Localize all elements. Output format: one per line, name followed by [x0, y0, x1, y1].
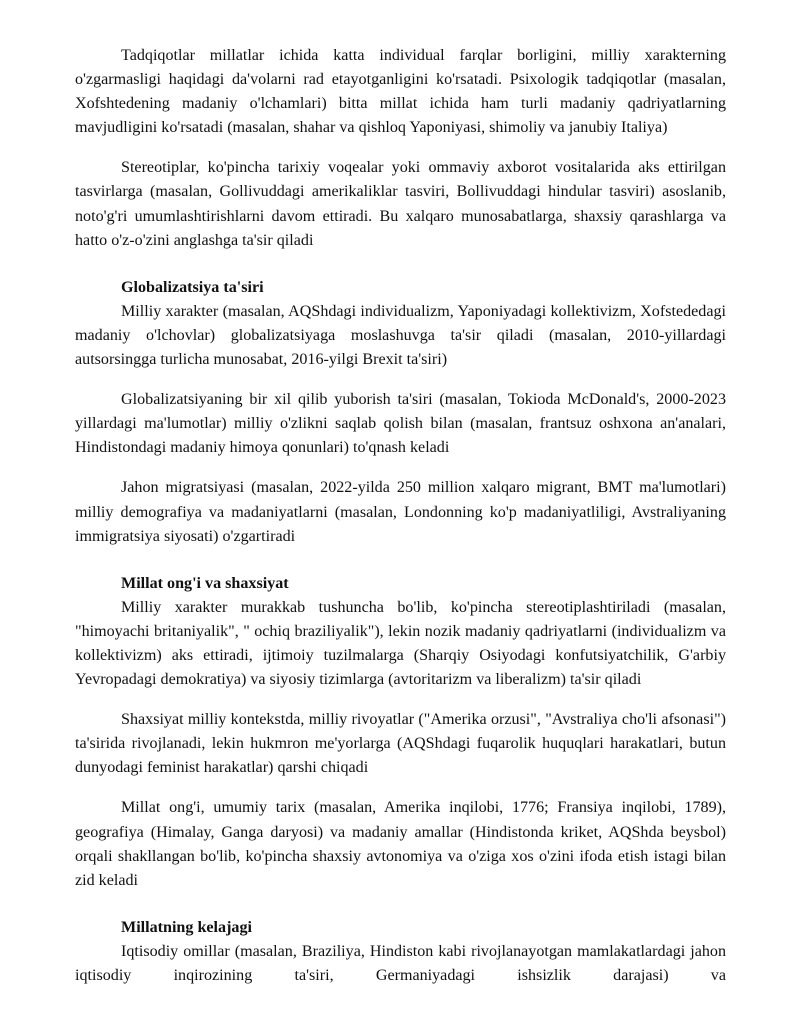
- heading-future-of-nation: Millatning kelajagi: [121, 918, 252, 936]
- paragraph-stereotypes: Stereotiplar, ko'pincha tarixiy voqealar yoki ommaviy axborot vositalarida aks ettirilgan tasvirlarga (masalan, Gollivuddagi amerikaliklar tasviri, Bollivuddagi hindular tasviri) asoslanib, noto'g'ri umumlashtirishlarni davom ettiradi. Bu xalqaro munosabatlarga, shaxsiy qarashlarga va hatto o'z-o'zini anglashga ta'sir qiladi: [75, 159, 726, 249]
- paragraph-national-character-globalization: Milliy xarakter (masalan, AQShdagi individualizm, Yaponiyadagi kollektivizm, Xofstededagi madaniy o'lchovlar) globalizatsiyaga moslashuvga ta'sir qiladi (masalan, 2010-yillardagi autsorsingga turlicha munosabat, 2016-yilgi Brexit ta'siri): [75, 302, 726, 369]
- paragraph-homogenizing-effect: Globalizatsiyaning bir xil qilib yuborish ta'siri (masalan, Tokioda McDonald's, 2000-2023 yillardagi ma'lumotlar) milliy o'zlikni saqlab qolish bilan (masalan, frantsuz oshxona an'analari, Hindistondagi madaniy himoya qonunlari) to'qnash keladi: [75, 391, 726, 457]
- paragraph-world-migration: Jahon migratsiyasi (masalan, 2022-yilda 250 million xalqaro migrant, BMT ma'lumotlari) milliy demografiya va madaniyatlarni (masalan, Londonning ko'p madaniyatliligi, Avstraliyaning immigratsiya siyosati) o'zgartiradi: [75, 479, 726, 545]
- paragraph-national-consciousness: Millat ong'i, umumiy tarix (masalan, Amerika inqilobi, 1776; Fransiya inqilobi, 1789), geografiya (Himalay, Ganga daryosi) va madaniy amallar (Hindistonda kriket, AQShda beysbol) orqali shakllangan bo'lib, ko'pincha shaxsiy avtonomiya va o'ziga xos o'zini ifoda etish istagi bilan zid keladi: [75, 799, 726, 889]
- heading-national-consciousness-identity: Millat ong'i va shaxsiyat: [121, 574, 289, 592]
- paragraph-research-individual-differences: Tadqiqotlar millatlar ichida katta individual farqlar borligini, milliy xarakterning o'zgarmasligi haqidagi da'volarni rad etayotganligini ko'rsatadi. Psixologik tadqiqotlar (masalan, Xofshtedening madaniy o'lchamlari) bitta millat ichida ham turli madaniy qadriyatlarning mavjudligini ko'rsatadi (masalan, shahar va qishloq Yaponiyasi, shimoliy va janubiy Italiya): [75, 47, 726, 137]
- heading-globalization-impact: Globalizatsiya ta'siri: [121, 278, 264, 296]
- paragraph-economic-factors: Iqtisodiy omillar (masalan, Braziliya, Hindiston kabi rivojlanayotgan mamlakatlardagi jahon iqtisodiy inqirozining ta'siri, Germaniyadagi ishsizlik darajasi) va: [75, 942, 726, 984]
- document-page: [75, 44, 726, 988]
- paragraph-identity-national-context: Shaxsiyat milliy kontekstda, milliy rivoyatlar ("Amerika orzusi", "Avstraliya cho'li afsonasi") ta'sirida rivojlanadi, lekin hukmron me'yorlarga (AQShdagi fuqarolik huquqlari harakatlari, butun dunyodagi feminist harakatlar) qarshi chiqadi: [75, 711, 726, 777]
- paragraph-national-character-concept: Milliy xarakter murakkab tushuncha bo'lib, ko'pincha stereotiplashtiriladi (masalan, "himoyachi britaniyalik", " ochiq braziliyalik"), lekin nozik madaniy qadriyatlarni (individualizm va kollektivizm) aks ettiradi, ijtimoiy tuzilmalarga (Sharqiy Osiyodagi konfutsiyatchilik, G'arbiy Yevropadagi demokratiya) va siyosiy tizimlarga (avtoritarizm va liberalizm) ta'sir qiladi: [75, 598, 726, 689]
